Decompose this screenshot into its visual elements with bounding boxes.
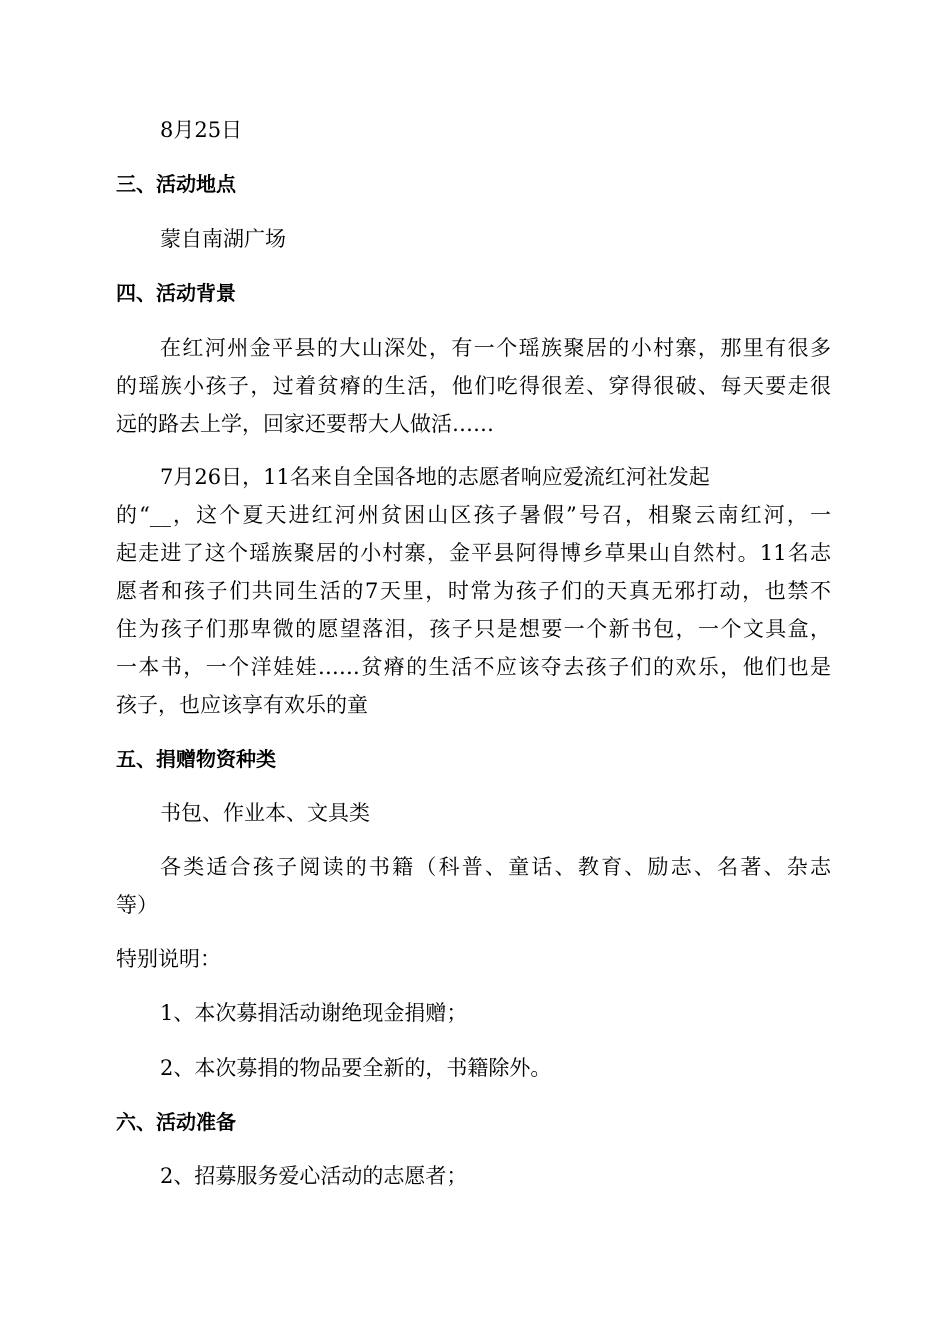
- special-note-label: 特别说明：: [116, 947, 221, 971]
- section-6-heading: 六、活动准备: [116, 1110, 236, 1134]
- background-para2-line1: 7月26日，11名来自全国各地的志愿者响应爱流红河社发起: [160, 465, 710, 489]
- section-3-heading: 三、活动地点: [116, 172, 236, 196]
- section-3-body: 蒙自南湖广场: [160, 227, 286, 251]
- special-note-2: 2、本次募捐的物品要全新的，书籍除外。: [160, 1056, 552, 1080]
- background-para2-line5: 住为孩子们那卑微的愿望落泪，孩子只是想要一个新书包，一个文具盒，: [116, 617, 831, 641]
- donation-item-2-line1: 各类适合孩子阅读的书籍（科普、童话、教育、励志、名著、杂志: [160, 855, 831, 879]
- donation-item-2-line2: 等）: [116, 893, 158, 917]
- background-para2-line2: 的“__，这个夏天进红河州贫困山区孩子暑假”号召，相聚云南红河，一: [116, 503, 831, 527]
- background-para1-line3: 远的路去上学，回家还要帮大人做活……: [116, 412, 494, 436]
- background-para2-line3: 起走进了这个瑶族聚居的小村寨，金平县阿得博乡草果山自然村。11名志: [116, 541, 831, 565]
- preparation-item-2: 2、招募服务爱心活动的志愿者；: [160, 1164, 468, 1188]
- section-5-heading: 五、捐赠物资种类: [116, 747, 276, 771]
- background-para2-line4: 愿者和孩子们共同生活的7天里，时常为孩子们的天真无邪打动，也禁不: [116, 579, 831, 603]
- background-para2-line6: 一本书，一个洋娃娃……贫瘠的生活不应该夺去孩子们的欢乐，他们也是: [116, 655, 831, 679]
- background-para1-line1: 在红河州金平县的大山深处，有一个瑶族聚居的小村寨，那里有很多: [160, 336, 831, 360]
- special-note-1: 1、本次募捐活动谢绝现金捐赠；: [160, 1001, 468, 1025]
- background-para1-line2: 的瑶族小孩子，过着贫瘠的生活，他们吃得很差、穿得很破、每天要走很: [116, 374, 831, 398]
- date-line: 8月25日: [160, 118, 243, 142]
- section-4-heading: 四、活动背景: [116, 281, 236, 305]
- donation-item-1: 书包、作业本、文具类: [160, 801, 370, 825]
- background-para2-line7: 孩子，也应该享有欢乐的童: [116, 693, 368, 717]
